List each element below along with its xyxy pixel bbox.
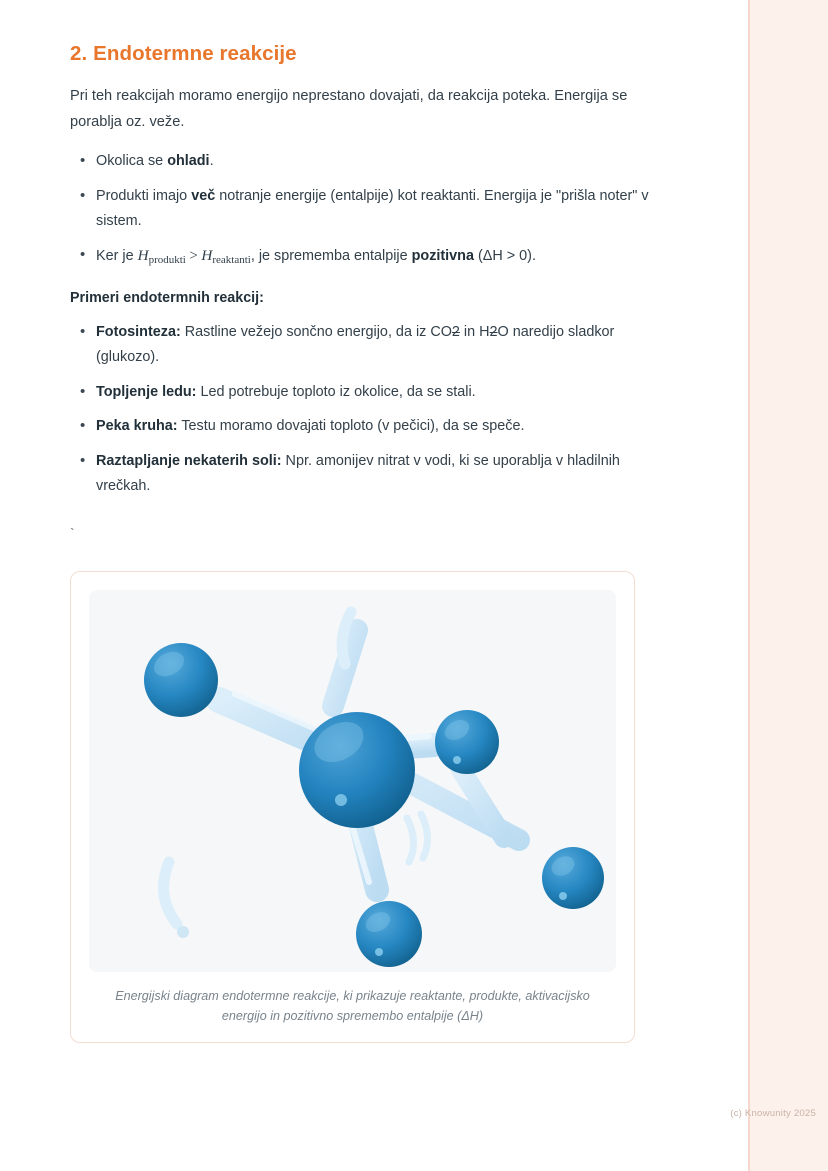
example-label: Topljenje ledu: (96, 383, 197, 400)
enthalpy-bold: pozitivna (411, 248, 474, 265)
example-text-a: Testu moramo dovajati toploto (v pečici), da se speče. (177, 418, 525, 435)
atom-far-right (542, 847, 604, 909)
key-points-list (70, 149, 694, 270)
bullet-text-pre: Produkti imajo (96, 187, 192, 204)
list-item (96, 320, 666, 370)
page-title: 2. Endotermne reakcije (70, 42, 297, 65)
examples-list (70, 320, 694, 499)
enthalpy-prefix: Ker je (96, 248, 138, 265)
molecule-illustration (89, 590, 616, 972)
example-subscript-co2: 2 (451, 324, 460, 341)
bullet-text-bold: več (191, 187, 216, 204)
enthalpy-h-products: H (137, 247, 149, 265)
atom-bottom (356, 901, 422, 967)
stray-backtick: ` (70, 524, 75, 541)
enthalpy-suffix: (ΔH > 0). (473, 248, 536, 265)
example-text-a: Rastline vežejo sončno energijo, da iz CO (180, 324, 452, 341)
list-item (96, 184, 666, 234)
enthalpy-middle: , je sprememba entalpije (250, 248, 412, 265)
bullet-text-post: . (209, 153, 214, 170)
bullet-text-post: notranje energije (entalpije) kot reaktanti. Energija je "prišla noter" v sistem. (96, 187, 649, 229)
enthalpy-h-reactants: H (201, 247, 213, 265)
figure-caption: Energijski diagram endotermne reakcije, ki prikazuje reaktante, produkte, aktivacijsko energijo in pozitivno spremembo entalpije (ΔH) (115, 988, 590, 1023)
enthalpy-operator: > (185, 248, 202, 265)
list-item (96, 149, 666, 174)
atom-right (435, 710, 499, 774)
list-item (96, 449, 666, 499)
list-item (96, 414, 666, 439)
example-text-c: O naredijo sladkor (glukozo). (96, 324, 615, 365)
enthalpy-h-reactants-sub: reaktanti (212, 254, 251, 267)
example-text-a: Led potrebuje toploto iz okolice, da se stali. (196, 383, 476, 400)
example-text-a: Npr. amonijev nitrat v vodi, ki se uporablja v hladilnih vrečkah. (96, 453, 620, 494)
list-item-enthalpy (96, 243, 666, 270)
list-item (96, 380, 666, 405)
right-decorative-strip (750, 0, 828, 1171)
example-label: Fotosinteza: (96, 324, 181, 341)
bullet-text-pre: Okolica se (96, 153, 168, 170)
enthalpy-h-products-sub: produkti (148, 254, 186, 267)
intro-paragraph: Pri teh reakcijah moramo energijo neprestano dovajati, da reakcija poteka. Energija se porablja oz. veže. (70, 88, 628, 130)
example-text-b: in H (459, 324, 490, 341)
examples-subheading: Primeri endotermnih reakcij: (70, 290, 264, 307)
example-subscript-h2o: 2 (489, 324, 498, 341)
example-label: Raztapljanje nekaterih soli: (96, 453, 282, 470)
figure-card (70, 571, 635, 1043)
molecule-icon (89, 590, 616, 972)
footer-credit: (c) Knowunity 2025 (730, 1108, 816, 1119)
example-label: Peka kruha: (96, 418, 178, 435)
bullet-text-bold: ohladi (167, 153, 210, 170)
